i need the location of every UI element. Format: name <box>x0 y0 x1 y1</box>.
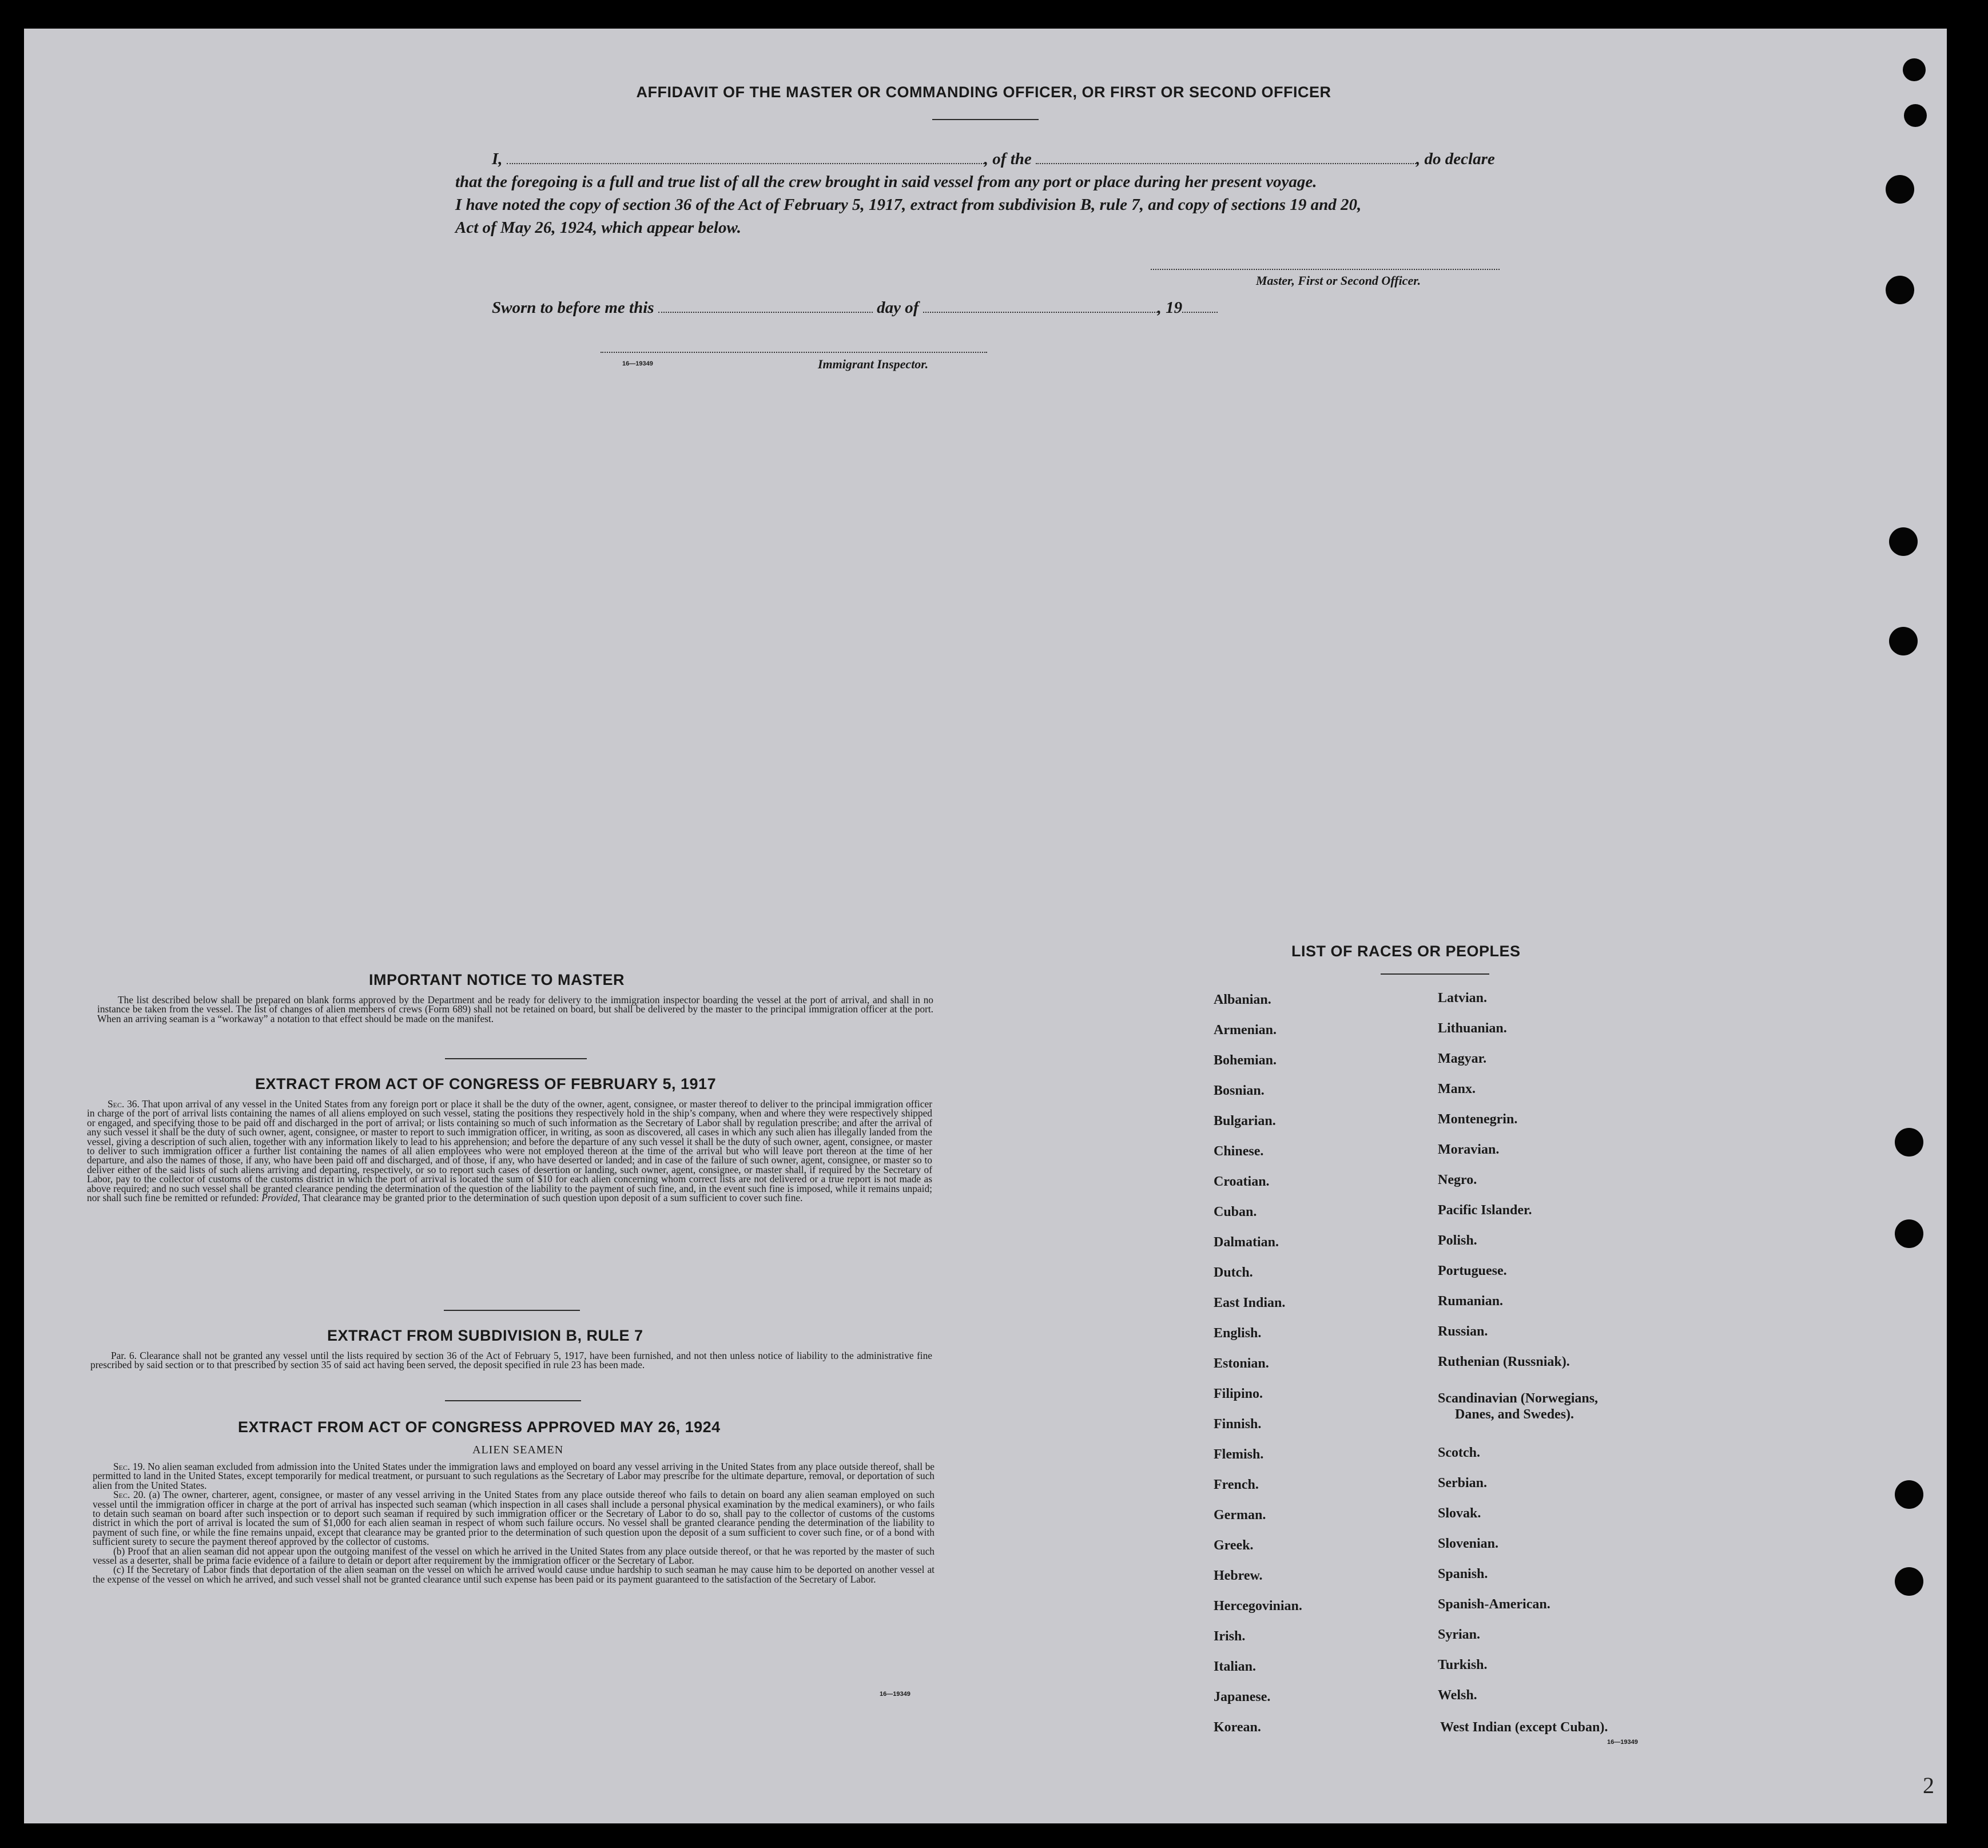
form-number: 16—19349 <box>1607 1739 1638 1746</box>
race-item: Russian. <box>1438 1324 1488 1339</box>
section-19-20-text: Sec. 19. No alien seaman excluded from admission into the United States under the immigration laws and employed on board any vessel arriving in the United States from any place outside thereof, shall be permitted to land in the United States, except temporarily for medical treatment, or pursuant to such regulations as the Secretary of Labor may prescribe for the ultimate departure, removal, or deportation of such alien from the United States. Sec. 20. (a) The owner, charterer, agent, consignee, or master of any vessel arriving in the United States from any place outside thereof who fails to detain on board any alien seaman employed on such vessel until the immigration officer in charge at the port of arrival has inspected such seaman (which inspection in all cases shall include a personal physical examination by the medical examiners), or who fails to detain such seaman on board after such inspection or to deport such seaman if required by such immigration officer or the Secretary of Labor to do so, shall pay to the collector of customs of the customs district in which the port of arrival is located the sum of $1,000 for each alien seaman in respect of whom such failure occurs. No vessel shall be granted clearance pending the determination of the liability to payment of such fine, or while the fine remains unpaid, except that clearance may be granted prior to the determination of such question upon the deposit of a sum sufficient to cover such fine, or of a bond with sufficient surety to secure the payment thereof approved by the collector of customs. (b) Proof that an alien seaman did not appear upon the outgoing manifest of the vessel on which he arrived in the United States from any place outside thereof, or that he was reported by the master of such vessel as a deserter, shall be prima facie evidence of a failure to detain or deport after requirement by the immigration officer or the Secretary of Labor. (c) If the Secretary of Labor finds that deportation of the alien seaman on the vessel on which he arrived would cause undue hardship to such seaman he may cause him to be deported on another vessel at the expense of the vessel on which he arrived, and such vessel shall not be granted clearance until such expense has been paid or its payment guaranteed to the satisfaction of the Secretary of Labor. <box>93 1461 935 1585</box>
name-blank[interactable] <box>507 150 984 164</box>
race-item: Portuguese. <box>1438 1263 1507 1278</box>
declaration-line-4: Act of May 26, 1924, which appear below. <box>455 218 741 237</box>
declaration-line-3: I have noted the copy of section 36 of the Act of February 5, 1917, extract from subdivision B, rule 7, and copy of sections 19 and 20, <box>455 196 1362 214</box>
race-item: Cuban. <box>1214 1205 1257 1219</box>
form-number: 16—19349 <box>622 360 653 367</box>
race-item: Lithuanian. <box>1438 1021 1507 1036</box>
race-item: Flemish. <box>1214 1447 1264 1462</box>
inspector-signature-line[interactable] <box>601 352 987 353</box>
race-item: Ruthenian (Russniak). <box>1438 1354 1570 1369</box>
race-item: Danes, and Swedes). <box>1455 1407 1575 1422</box>
race-item: Serbian. <box>1438 1476 1488 1491</box>
race-item: Korean. <box>1214 1720 1261 1735</box>
race-item: Welsh. <box>1438 1688 1477 1703</box>
race-item: Chinese. <box>1214 1144 1264 1159</box>
divider <box>444 1310 580 1311</box>
race-item: Slovak. <box>1438 1506 1481 1521</box>
race-item: Pacific Islander. <box>1438 1203 1532 1218</box>
race-item: Filipino. <box>1214 1386 1263 1401</box>
race-item: Finnish. <box>1214 1417 1262 1432</box>
race-item: Scandinavian (Norwegians, <box>1438 1391 1599 1406</box>
binder-hole <box>1895 1128 1923 1157</box>
binder-hole <box>1889 627 1918 655</box>
race-item: French. <box>1214 1477 1259 1492</box>
binder-hole <box>1903 58 1926 81</box>
race-item: Dalmatian. <box>1214 1235 1279 1250</box>
inspector-signature-label: Immigrant Inspector. <box>818 357 929 371</box>
race-item: Irish. <box>1214 1629 1246 1644</box>
binder-hole <box>1895 1480 1923 1509</box>
race-item: East Indian. <box>1214 1295 1286 1310</box>
section-36-text: Sec. 36. That upon arrival of any vessel in the United States from any foreign port or place it shall be the duty of the owner, agent, consignee, or master thereof to deliver to the principal immigration officer in charge of the port of arrival lists containing the names of all aliens employed on such vessel, stating the positions they respectively hold in the ship’s company, when and where they were respectively shipped or engaged, and specifying those to be paid off and discharged in the port of arrival; or lists containing so much of such information as the Secretary of Labor shall by regulation prescribe; and after the arrival of any such vessel it shall be the duty of such owner, agent, consignee, or master to report to such immigration officer, in writing, as soon as discovered, all cases in which any such alien has illegally landed from the vessel, giving a description of such alien, together with any information likely to lead to his apprehension; and before the departure of any such vessel it shall be the duty of such owner, agent, consignee, or master to deliver to such immigration officer a further list containing the names of all alien employees who were not employed thereon at the time of the arrival but who will leave port thereon at the time of her departure, and also the names of those, if any, who have been paid off and discharged, and of those, if any, who have deserted or landed; and in case of the failure of such owner, agent, consignee, or master so to deliver either of the said lists of such aliens arriving and departing, respectively, or so to report such cases of desertion or landing, such owner, agent, consignee, or master shall, if required by the Secretary of Labor, pay to the collector of customs of the customs district in which the port of arrival is located the sum of $10 for each alien concerning whom correct lists are not delivered or a true report is not made as above required; and no such vessel shall be granted clearance pending the determination of the question of the liability to the payment of such fine, and, in the event such fine is imposed, while it remains unpaid; nor shall such fine be remitted or refunded: Provided, That clearance may be granted prior to the determination of such question upon deposit of a sum sufficient to cover such fine. <box>87 1098 932 1204</box>
vessel-blank[interactable] <box>1036 150 1416 164</box>
race-item: Manx. <box>1438 1082 1476 1096</box>
divider <box>445 1058 587 1059</box>
race-item: Negro. <box>1438 1173 1477 1187</box>
notice-text: The list described below shall be prepared on blank forms approved by the Department and be ready for delivery to the immigration inspector boarding the vessel at the port of arrival, and shall in no instance be taken from the vessel. The list of changes of alien members of crews (Form 689) shall not be retained on board, but shall be delivered by the master to the principal immigration officer at the port. When an arriving seaman is a “workaway” a notation to that effect should be made on the manifest. <box>97 994 933 1024</box>
rule-7-title: EXTRACT FROM SUBDIVISION B, RULE 7 <box>327 1327 643 1344</box>
page-mark: 2 <box>1923 1773 1934 1798</box>
race-item: Scotch. <box>1438 1445 1480 1460</box>
race-item: Spanish-American. <box>1438 1597 1550 1612</box>
alien-seamen-subtitle: ALIEN SEAMEN <box>472 1444 564 1456</box>
form-number: 16—19349 <box>880 1691 910 1698</box>
race-item: Hercegovinian. <box>1214 1599 1302 1613</box>
race-item: Armenian. <box>1214 1023 1277 1038</box>
divider <box>445 1400 581 1401</box>
binder-hole <box>1886 175 1914 204</box>
race-item: Spanish. <box>1438 1567 1488 1581</box>
race-item: Bulgarian. <box>1214 1114 1276 1128</box>
races-title-underline <box>1381 973 1489 975</box>
race-item: Syrian. <box>1438 1627 1481 1642</box>
race-item: West Indian (except Cuban). <box>1440 1720 1608 1735</box>
year-blank[interactable] <box>1182 299 1218 313</box>
race-item: Greek. <box>1214 1538 1254 1553</box>
race-item: Slovenian. <box>1438 1536 1499 1551</box>
extract-1924-title: EXTRACT FROM ACT OF CONGRESS APPROVED MAY 26, 1924 <box>238 1418 721 1436</box>
race-item: Croatian. <box>1214 1174 1270 1189</box>
binder-hole <box>1889 527 1918 556</box>
race-item: Hebrew. <box>1214 1568 1263 1583</box>
races-title: LIST OF RACES OR PEOPLES <box>1291 943 1521 960</box>
race-item: Italian. <box>1214 1659 1257 1674</box>
declaration-line-1: I, , of the , do declare <box>492 150 1495 168</box>
title-underline <box>932 119 1039 120</box>
sworn-line: Sworn to before me this day of , 19 <box>492 299 1218 317</box>
binder-hole <box>1886 276 1914 304</box>
race-item: Estonian. <box>1214 1356 1269 1371</box>
race-item: Dutch. <box>1214 1265 1253 1280</box>
race-item: Japanese. <box>1214 1690 1271 1704</box>
race-item: Polish. <box>1438 1233 1477 1248</box>
race-item: Turkish. <box>1438 1658 1488 1672</box>
affidavit-title: AFFIDAVIT OF THE MASTER OR COMMANDING OFFICER, OR FIRST OR SECOND OFFICER <box>636 84 1331 101</box>
race-item: German. <box>1214 1508 1266 1523</box>
binder-hole <box>1895 1219 1923 1248</box>
race-item: Montenegrin. <box>1438 1112 1518 1127</box>
race-item: Bohemian. <box>1214 1053 1277 1068</box>
race-item: Bosnian. <box>1214 1083 1265 1098</box>
binder-hole <box>1904 104 1927 127</box>
race-item: English. <box>1214 1326 1262 1341</box>
race-item: Moravian. <box>1438 1142 1500 1157</box>
declaration-line-2: that the foregoing is a full and true list of all the crew brought in said vessel from any port or place during her present voyage. <box>455 173 1317 191</box>
master-signature-line[interactable] <box>1151 269 1500 270</box>
rule-7-text: Par. 6. Clearance shall not be granted any vessel until the lists required by section 36 of the Act of February 5, 1917, have been furnished, and not then unless notice of liability to the administrative fine prescribed by said section or to that prescribed by section 35 of said act having been served, the deposit specified in rule 23 has been made. <box>90 1350 932 1371</box>
notice-title: IMPORTANT NOTICE TO MASTER <box>369 971 625 988</box>
day-blank[interactable] <box>658 299 873 313</box>
race-item: Albanian. <box>1214 992 1271 1007</box>
binder-hole <box>1895 1567 1923 1596</box>
master-signature-label: Master, First or Second Officer. <box>1256 273 1421 288</box>
race-item: Magyar. <box>1438 1051 1487 1066</box>
race-item: Rumanian. <box>1438 1294 1504 1309</box>
month-blank[interactable] <box>923 299 1158 313</box>
extract-1917-title: EXTRACT FROM ACT OF CONGRESS OF FEBRUARY 5, 1917 <box>255 1075 717 1092</box>
race-item: Latvian. <box>1438 991 1488 1006</box>
